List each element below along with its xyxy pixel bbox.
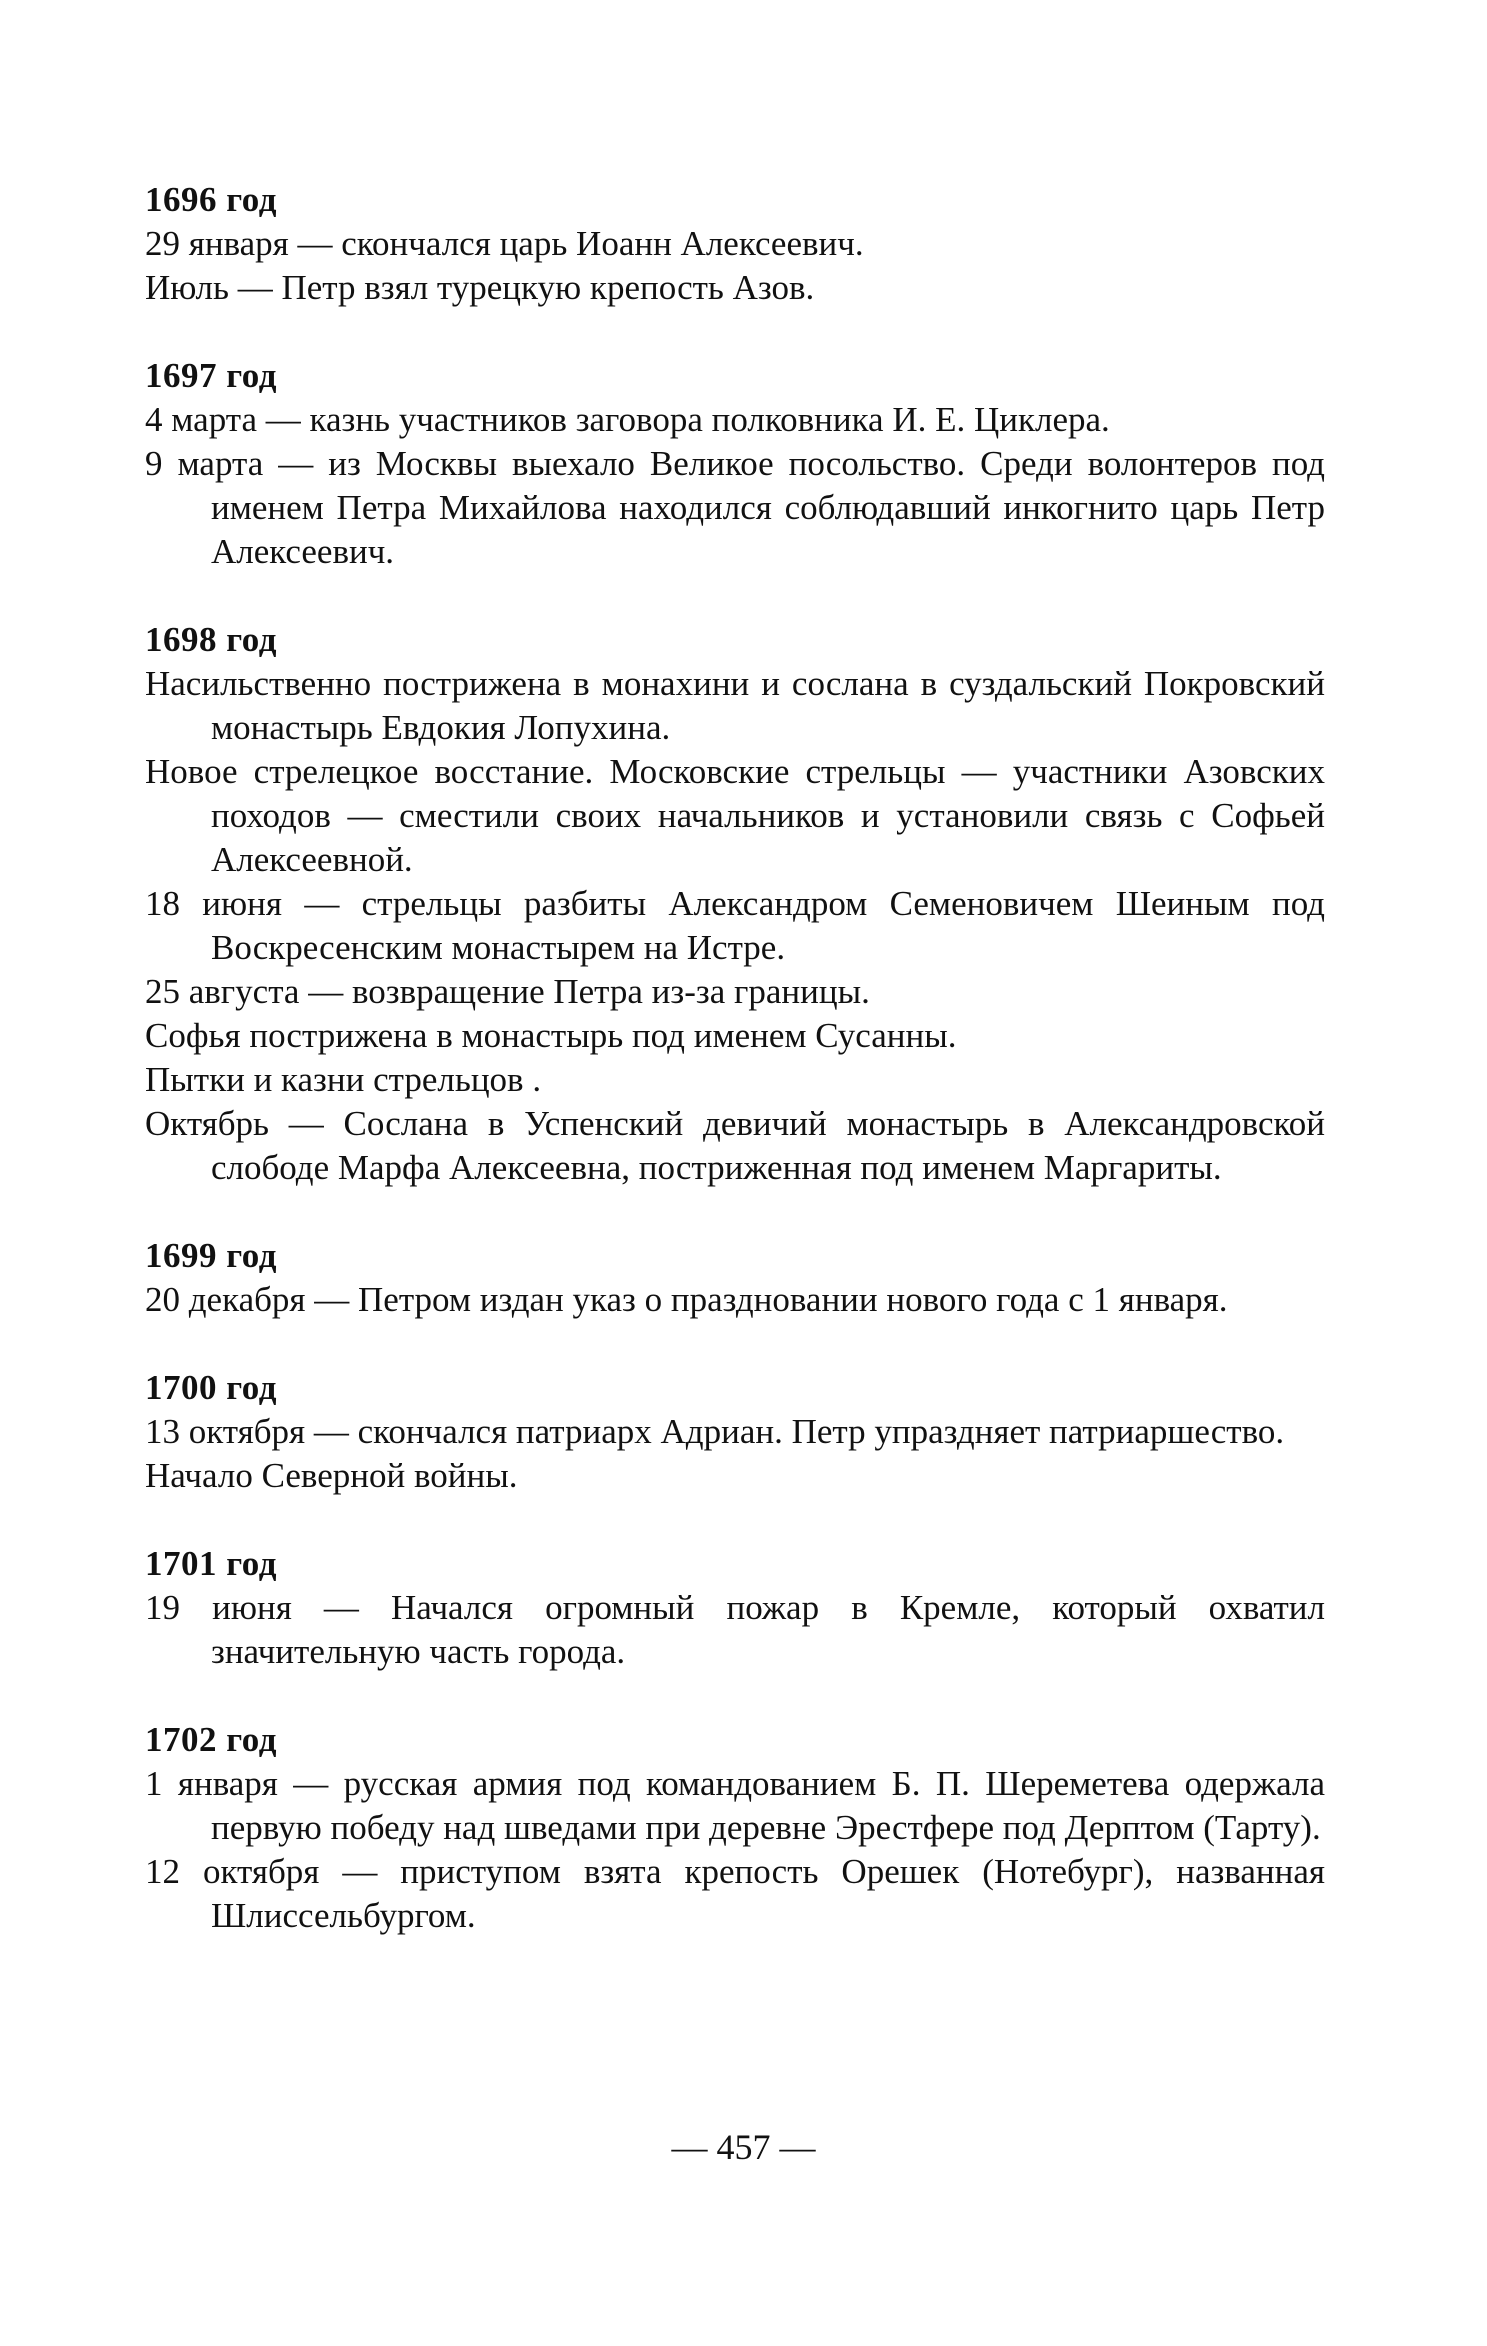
year-1702 [145, 1718, 1325, 1938]
year-1700 [145, 1366, 1325, 1498]
chronology-entry: 29 января — скончался царь Иоанн Алексеевич. [145, 224, 864, 263]
year-heading: 1702 год [145, 1720, 277, 1759]
chronology-entry: 25 августа — возвращение Петра из-за границы. [145, 972, 870, 1011]
chronology-page [145, 178, 1325, 1982]
year-heading: 1697 год [145, 356, 277, 395]
chronology-entry: 20 декабря — Петром издан указ о праздновании нового года с 1 января. [145, 1280, 1228, 1319]
chronology-entry: Новое стрелецкое восстание. Московские стрельцы — участники Азовских походов — сместили своих начальников и установили связь с Софьей Алексеевной. [145, 752, 1325, 879]
page-number: — 457 — [671, 2127, 816, 2167]
chronology-entry: 12 октября — приступом взята крепость Орешек (Нотебург), названная Шлиссельбургом. [145, 1852, 1325, 1935]
year-heading: 1698 год [145, 620, 277, 659]
chronology-entry: 18 июня — стрельцы разбиты Александром Семеновичем Шеиным под Воскресенским монастырем на Истре. [145, 884, 1325, 967]
year-1698 [145, 618, 1325, 1190]
chronology-entry: Пытки и казни стрельцов . [145, 1060, 542, 1099]
year-1696 [145, 178, 1325, 310]
chronology-entry: Софья пострижена в монастырь под именем Сусанны. [145, 1016, 957, 1055]
chronology-entry: Начало Северной войны. [145, 1456, 518, 1495]
year-1701 [145, 1542, 1325, 1674]
year-1699 [145, 1234, 1325, 1322]
chronology-entry: 13 октября — скончался патриарх Адриан. Петр упраздняет патриаршество. [145, 1412, 1285, 1451]
year-heading: 1699 год [145, 1236, 277, 1275]
chronology-entry: Июль — Петр взял турецкую крепость Азов. [145, 268, 815, 307]
chronology-entry: 19 июня — Начался огромный пожар в Кремле, который охватил значительную часть города. [145, 1588, 1325, 1671]
year-heading: 1700 год [145, 1368, 277, 1407]
chronology-entry: Октябрь — Сослана в Успенский девичий монастырь в Александровской слободе Марфа Алексеевна, постриженная под именем Маргариты. [145, 1104, 1325, 1187]
year-1697 [145, 354, 1325, 574]
year-heading: 1701 год [145, 1544, 277, 1583]
chronology-entry: 9 марта — из Москвы выехало Великое посольство. Среди волонтеров под именем Петра Михайлова находился соблюдавший инкогнито царь Петр Алексеевич. [145, 444, 1325, 571]
chronology-entry: 1 января — русская армия под командованием Б. П. Шереметева одержала первую победу над шведами при деревне Эрестфере под Дерптом (Тарту). [145, 1764, 1325, 1847]
chronology-entry: 4 марта — казнь участников заговора полковника И. Е. Циклера. [145, 400, 1110, 439]
year-heading: 1696 год [145, 180, 277, 219]
chronology-entry: Насильственно пострижена в монахини и сослана в суздальский Покровский монастырь Евдокия Лопухина. [145, 664, 1325, 747]
